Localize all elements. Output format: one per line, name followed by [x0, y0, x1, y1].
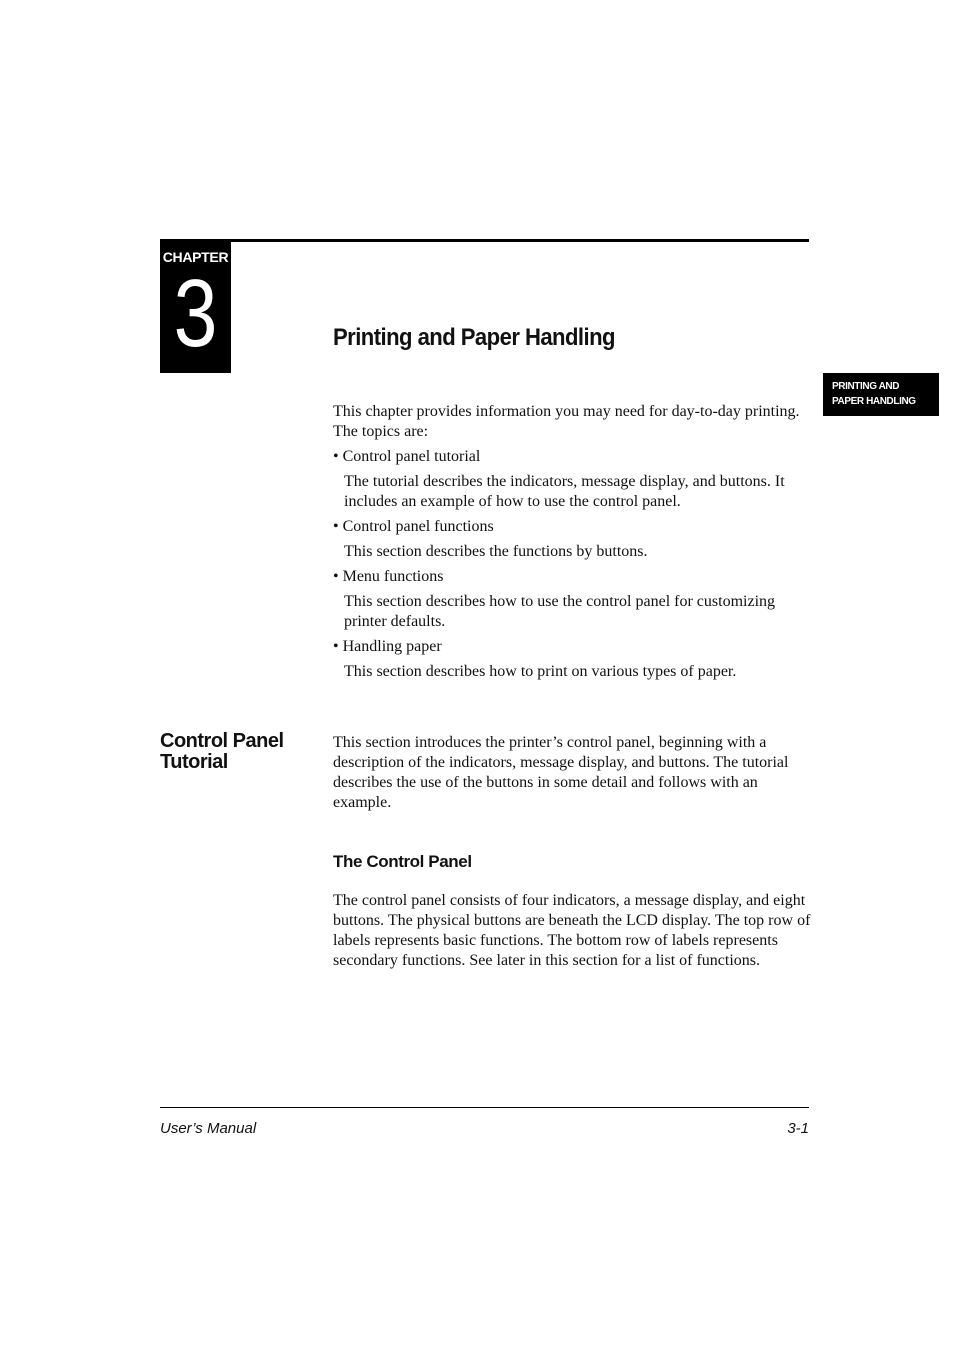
- subsection-heading: The Control Panel: [333, 852, 472, 871]
- section-paragraph: This section introduces the printer’s control panel, beginning with a description of the indicators, message display, and buttons. The tutorial describes the use of the buttons in some detail and follows with an example.: [333, 734, 789, 811]
- topic-title: • Control panel functions: [333, 518, 494, 535]
- topic-item: [333, 517, 811, 562]
- side-tab-line-1: PRINTING AND: [832, 381, 900, 392]
- header-rule: [160, 239, 809, 242]
- section-heading: Control Panel Tutorial: [160, 730, 284, 773]
- topic-description: This section describes the functions by buttons.: [344, 543, 648, 560]
- topic-description: This section describes how to use the control panel for customizing printer defaults.: [344, 593, 776, 630]
- topic-item: [333, 637, 811, 682]
- chapter-number: 3: [173, 260, 218, 367]
- intro-paragraph: This chapter provides information you may need for day-to-day printing. The topics are:: [333, 403, 800, 440]
- topic-item: [333, 567, 811, 632]
- topic-list: [333, 447, 811, 687]
- topic-title: • Handling paper: [333, 638, 442, 655]
- topic-title: • Menu functions: [333, 568, 444, 585]
- footer-manual-title: User’s Manual: [160, 1120, 257, 1137]
- subsection-paragraph: The control panel consists of four indicators, a message display, and eight buttons. The physical buttons are beneath the LCD display. The top row of labels represents basic functions. The bottom row of labels represents secondary functions. See later in this section for a list of functions.: [333, 892, 811, 969]
- chapter-badge: [160, 239, 231, 373]
- footer-rule: [160, 1107, 809, 1108]
- topic-title: • Control panel tutorial: [333, 448, 481, 465]
- side-thumb-tab: [823, 373, 939, 416]
- topic-description: The tutorial describes the indicators, message display, and buttons. It includes an example of how to use the control panel.: [344, 473, 785, 510]
- chapter-label: CHAPTER: [162, 249, 229, 265]
- footer-page-number: 3-1: [787, 1120, 809, 1137]
- chapter-title: Printing and Paper Handling: [333, 324, 615, 351]
- side-tab-line-2: PAPER HANDLING: [832, 396, 916, 407]
- topic-description: This section describes how to print on various types of paper.: [344, 663, 737, 680]
- topic-item: [333, 447, 811, 512]
